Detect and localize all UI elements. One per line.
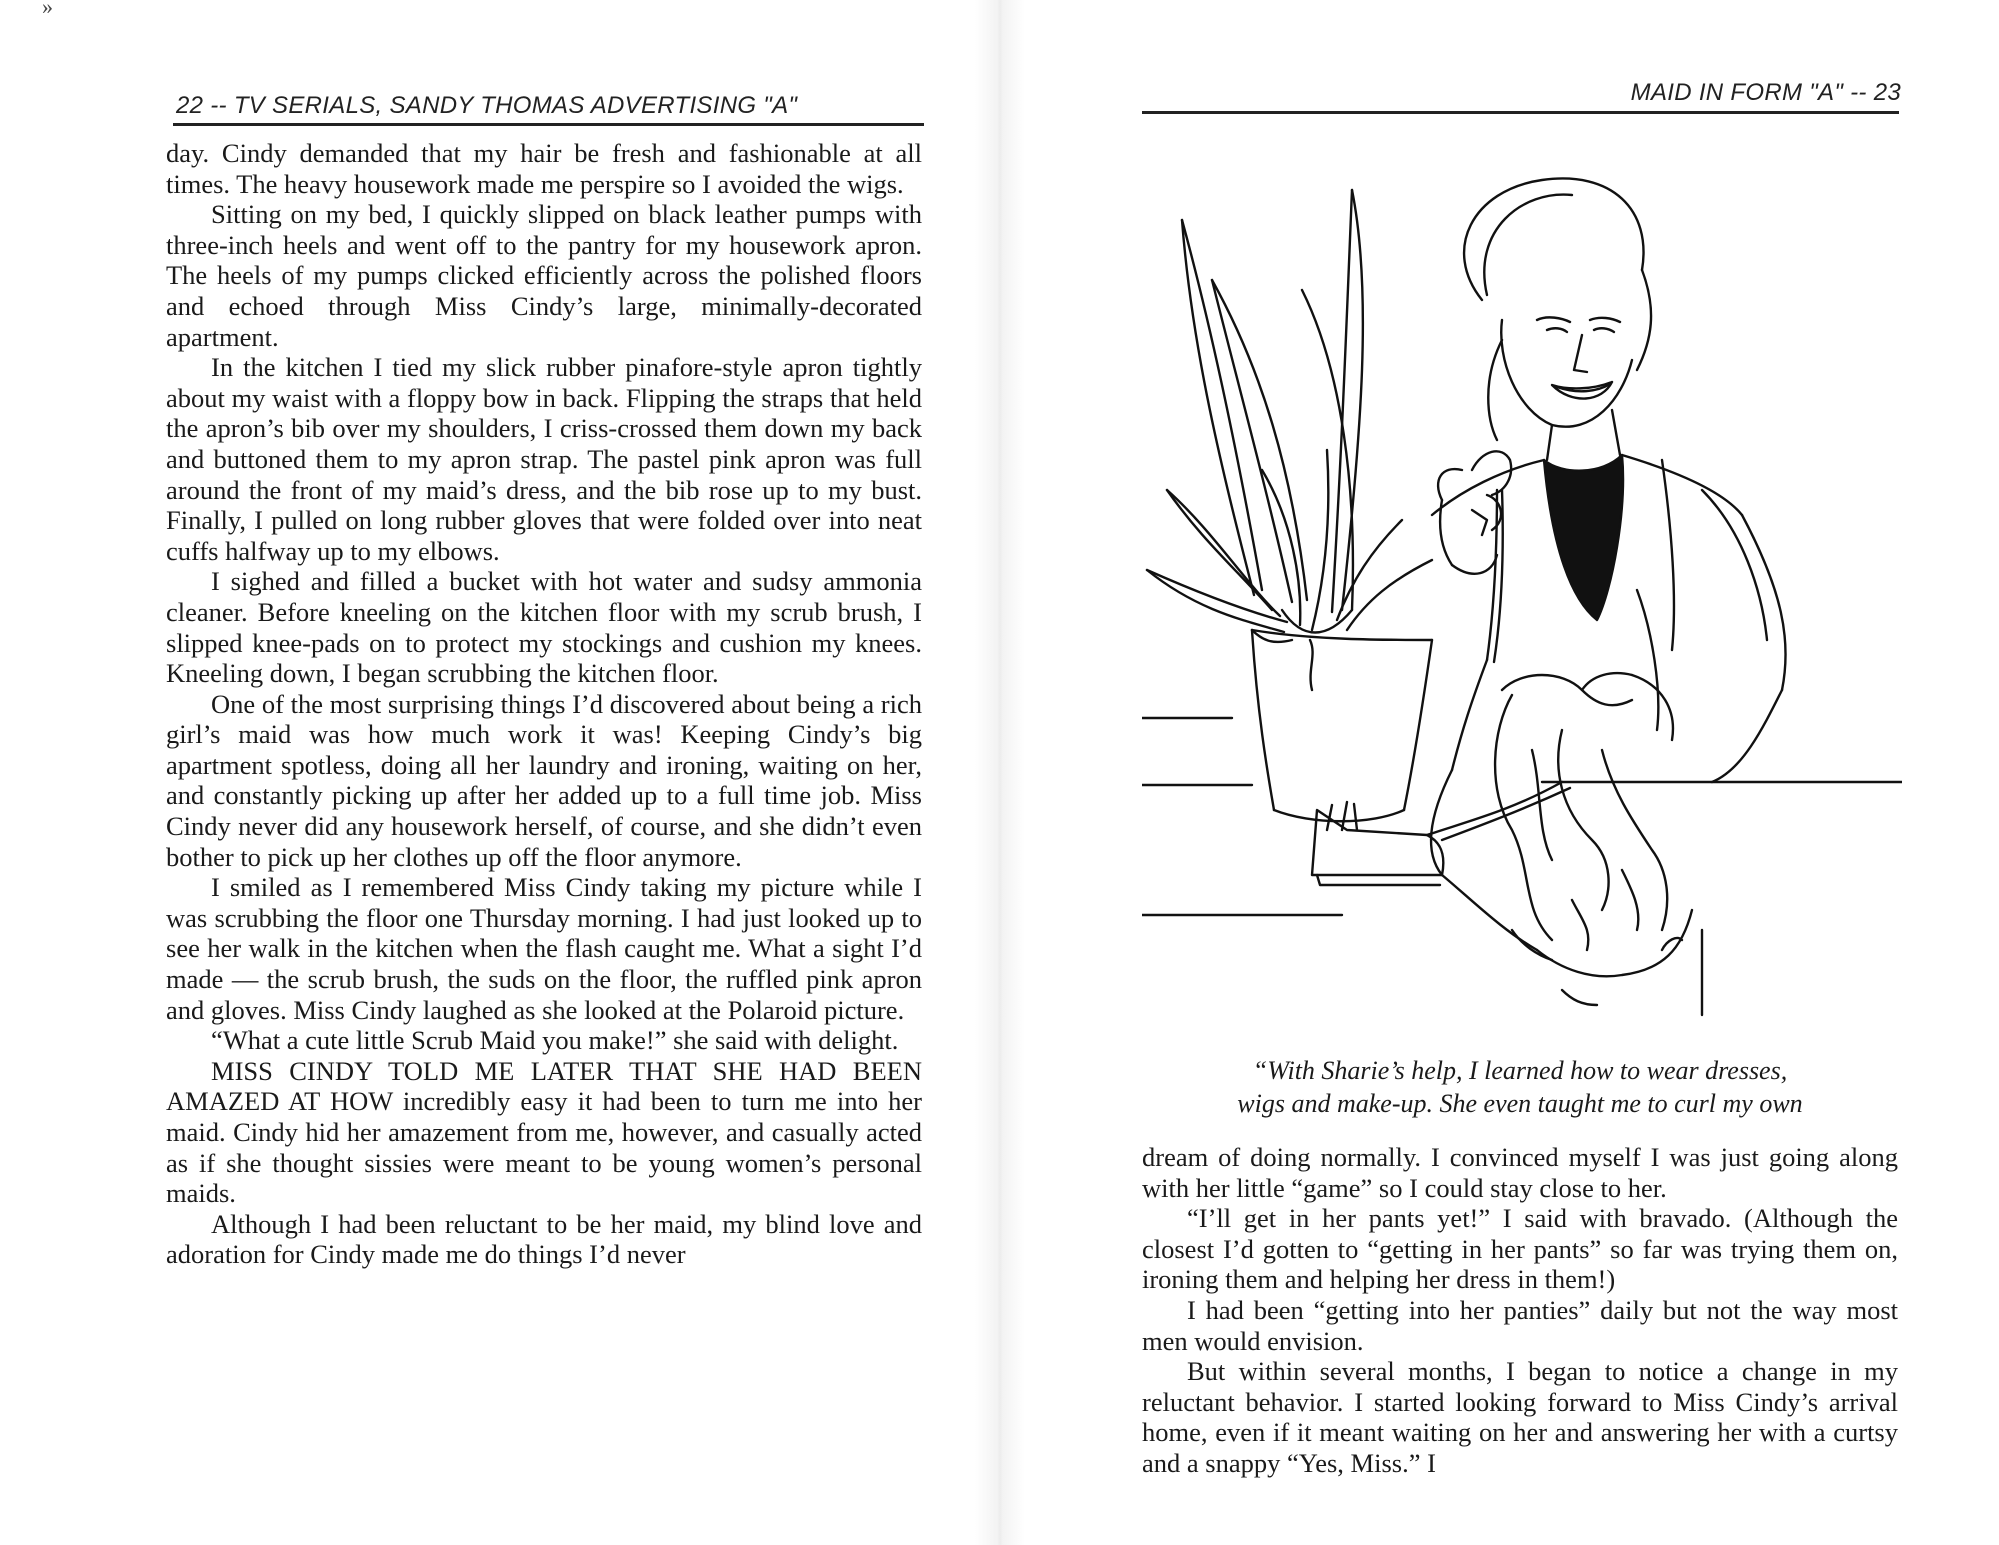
- left-body-text: [166, 138, 922, 1270]
- paragraph: “I’ll get in her pants yet!” I said with bravado. (Although the closest I’d gotten to “getting in her pants” so far was trying them on, ironing them and helping her dress in them!): [1142, 1203, 1898, 1295]
- left-running-head: 22 -- TV SERIALS, SANDY THOMAS ADVERTISING "A": [176, 92, 798, 119]
- paragraph: I smiled as I remembered Miss Cindy taking my picture while I was scrubbing the floor one Thursday morning. I had just looked up to see her walk in the kitchen when the flash caught me. What a sight I’d made — the scrub brush, the suds on the floor, the ruffled pink apron and gloves. Miss Cindy laughed as she looked at the Polaroid picture.: [166, 872, 922, 1025]
- caption-line-1: “With Sharie’s help, I learned how to wear dresses,: [1252, 1056, 1788, 1085]
- paragraph: I sighed and filled a bucket with hot water and sudsy ammonia cleaner. Before kneeling on the kitchen floor with my scrub brush, I slipped knee-pads on to protect my stockings and cushion my knees. Kneeling down, I began scrubbing the kitchen floor.: [166, 566, 922, 689]
- man-figure: [1431, 178, 1786, 1015]
- paragraph: Sitting on my bed, I quickly slipped on black leather pumps with three-inch heels and went off to the pantry for my housework apron. The heels of my pumps clicked efficiently across the polished floors and echoed through Miss Cindy’s large, minimally-decorated apartment.: [166, 199, 922, 352]
- paragraph: “What a cute little Scrub Maid you make!” she said with delight.: [211, 1025, 899, 1056]
- paragraph: But within several months, I began to notice a change in my reluctant behavior. I started looking forward to Miss Cindy’s arrival home, even if it meant waiting on her and answering her with a curtsy and a snappy “Yes, Miss.” I: [1142, 1356, 1898, 1478]
- right-body-text: [1142, 1142, 1898, 1479]
- illustration-caption: [1142, 1054, 1898, 1120]
- paragraph: dream of doing normally. I convinced myself I was just going along with her little “game” so I could stay close to her.: [1142, 1142, 1898, 1203]
- illustration-man-on-phone: [1142, 170, 1902, 1020]
- right-running-head: MAID IN FORM "A" -- 23: [1630, 79, 1901, 106]
- paragraph: I had been “getting into her panties” daily but not the way most men would envision.: [1142, 1294, 1898, 1356]
- table-lines: [1142, 718, 1902, 915]
- scan-corner-mark: »: [42, 0, 53, 19]
- right-page: [1000, 0, 1999, 1545]
- caption-line-2: wigs and make-up. She even taught me to curl my own: [1237, 1089, 1803, 1118]
- paragraph: One of the most surprising things I’d discovered about being a rich girl’s maid was how much work it was! Keeping Cindy’s big apartment spotless, doing all her laundry and ironing, waiting on her, and constantly picking up after her added up to a full time job. Miss Cindy never did any housework herself, of course, and she didn’t even bother to pick up her clothes up off the floor anymore.: [166, 688, 922, 872]
- paragraph: In the kitchen I tied my slick rubber pinafore-style apron tightly about my waist with a floppy bow in back. Flipping the straps that held the apron’s bib over my shoulders, I criss-crossed them down my back and buttoned them to my apron strap. The pastel pink apron was full around the front of my maid’s dress, and the bib rose up to my bust. Finally, I pulled on long rubber gloves that were folded over into neat cuffs halfway up to my elbows.: [166, 352, 922, 566]
- left-page: [0, 0, 990, 1545]
- paragraph: day. Cindy demanded that my hair be fresh and fashionable at all times. The heavy housework made me perspire so I avoided the wigs.: [166, 138, 922, 199]
- paragraph: Although I had been reluctant to be her maid, my blind love and adoration for Cindy made me do things I’d never: [166, 1208, 922, 1270]
- left-header-rule: [173, 123, 924, 126]
- plant-illustration: [1147, 190, 1432, 821]
- paragraph: MISS CINDY TOLD ME LATER THAT SHE HAD BEEN AMAZED AT HOW incredibly easy it had been to turn me into her maid. Cindy hid her amazement from me, however, and casually acted as if she thought sissies were meant to be young women’s personal maids.: [166, 1055, 922, 1209]
- right-header-rule: [1142, 111, 1899, 114]
